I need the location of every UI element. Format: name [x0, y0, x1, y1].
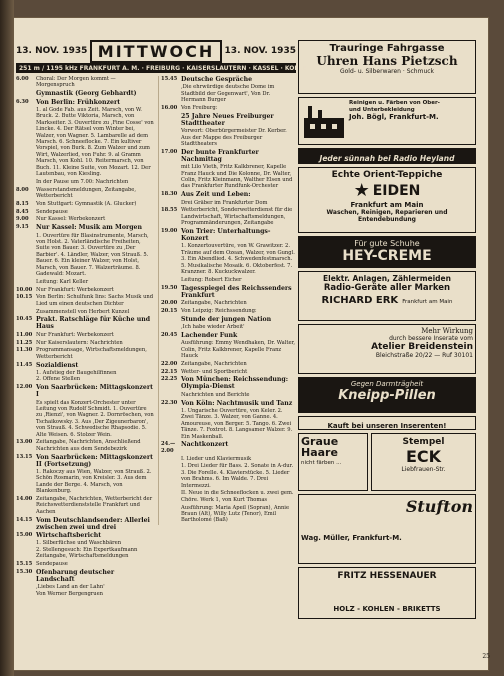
program-entry: [161, 505, 296, 524]
program-text: Ausführung: Maria Apeil (Sopran), Annie Braun (Alt), Willy Lutz (Tenor), Emil Bartholomé (Baß): [181, 504, 290, 524]
ad-jeweller: [298, 40, 476, 94]
program-entry: [16, 90, 154, 97]
ad-coal: [298, 567, 476, 619]
program-entry: [16, 279, 154, 285]
program-text: Sendepause: [36, 208, 68, 215]
program-time: 10.00: [16, 286, 33, 293]
ad-coal-line: HOLZ - KOHLEN - BRIKETTS: [333, 605, 441, 613]
program-entry: [16, 179, 154, 185]
program-entry: [16, 233, 154, 278]
program-time: 9.15: [16, 224, 29, 231]
program-time: [161, 408, 181, 440]
program-time: 13.15: [16, 453, 33, 460]
program-text: Von Berlin: Frühkonzert: [36, 98, 121, 106]
ad-carpets-name: EIDEN: [372, 182, 421, 199]
program-time: 20.15: [161, 307, 178, 314]
advertisement-column: [298, 40, 476, 622]
program-entry: [161, 113, 296, 127]
station-band: 251 m / 1195 kHz FRANKFURT A. M. · FREIBURG · KAISERSLAUTERN · KASSEL · KOBLENZ · TRIER: [16, 63, 296, 73]
program-time: [16, 90, 36, 97]
program-time: [161, 392, 181, 398]
program-entry: [161, 456, 296, 462]
program-time: 15.30: [16, 568, 33, 575]
ad-cleaner-line3: Joh. Bögl, Frankfurt-M.: [349, 113, 439, 121]
ad-stamp: [371, 433, 476, 491]
program-time: 14.15: [16, 516, 33, 523]
program-time: 6.00: [16, 76, 29, 82]
program-time: 10.15: [16, 294, 33, 301]
program-text: Programmansage, Wirtschaftsmeldungen, Wetterbericht: [36, 347, 147, 360]
program-text: 1. Ungarische Ouvertüre, von Keler. 2. Zwei Tänze. 3. Walzer, von Ganne. 4. Amoureuse, von Berger. 5. Tango. 6. Zwei Tänze. 7. Foxtrot. 8. Langsamer Walzer. 9. Ein Maskenball.: [181, 407, 293, 440]
page-number: 25: [482, 653, 490, 660]
date-left: 13. NOV. 1935: [16, 46, 88, 56]
program-text: Stunde der jungen Nation: [181, 315, 272, 323]
program-text: Von Saarbrücken: Mittagskonzert I: [36, 384, 153, 399]
program-entry: [161, 308, 296, 314]
program-entry: [16, 107, 154, 177]
program-column-right: [158, 76, 296, 525]
ad-grey-hair-line2: nicht färben ...: [301, 460, 342, 466]
program-text: Von Leipzig: Reichssendung:: [181, 307, 257, 314]
program-time: [161, 505, 181, 524]
program-time: 11.25: [16, 339, 33, 346]
program-time: [16, 107, 36, 177]
program-entry: [161, 300, 296, 306]
program-text: Es spielt das Konzert-Orchester unter Leitung von Rudolf Schmidt. 1. Ouvertüre zu ‚Rienzi', von Wagner. 2. Dornröschen, von Tschaikowsky. 3. Aus ‚Der Zigeunerbaron', von Strauß. 4. Schwedische Rhapsodie. 5. Alte Weisen. 6. Stolzer Wein.: [36, 399, 154, 438]
ad-stamp-name: ECK: [405, 447, 442, 466]
program-text: Zusammenstell von Herbert Kunzel: [36, 308, 130, 315]
program-time: [16, 469, 36, 495]
program-time: [161, 243, 181, 275]
ad-cleaner-line1: Reinigen u. Färben von Ober-: [349, 100, 440, 106]
program-entry: [16, 187, 154, 200]
program-text: ‚Liebes Land an der Lahn' Von Werner Bergengruen: [36, 584, 105, 597]
program-text: Zeitangabe, Nachrichten: [181, 300, 247, 306]
book-spine: [0, 0, 14, 676]
program-entry: [161, 316, 296, 323]
program-entry: [161, 332, 296, 339]
ad-shoe-cream: [298, 236, 476, 268]
program-text: Nur Kassel: Werbekonzert: [36, 216, 106, 223]
program-text: Zeitangabe, Nachrichten, Anschließend Nachrichten aus dem Sendebezirk: [36, 439, 141, 452]
ad-electric-city: Frankfurt am Main: [402, 299, 453, 305]
ad-electric-line1: Elektr. Anlagen, Zählermeiden: [323, 274, 451, 283]
ad-stufton-name: Wag. Müller, Frankfurt-M.: [301, 534, 402, 542]
program-text: 1. al Gode Fab. aus Zeit. Marsch, von W. Bruck. 2. Butte Viktoria, Marsch, von Markseiter. 3. Ouvertüre zu ‚Fine Cosse' von Lincke. 4. Der Rätsel vom Winter bei, Walzer, von Wagner. 5. Lambarelle ad dem Marsch. 6. Schneeflocke. 7. Ein kultiver Vorspiel, von Burk. 8. Zum Walzer und zum Wirt, Walzerlied, von Fuhr. 9. al Gramm Marsch, von Kohl. 10. Reitermarsch, von Buch. 11. Kleine Suite, von Mozart. 12. Der Lautenbau, von Kiesling.: [36, 106, 154, 178]
ad-jeweller-line1: Trauringe Fahrgasse: [329, 43, 445, 54]
program-time: 14.00: [16, 496, 33, 503]
ad-notice-text: Kauft bei unseren Inserenten!: [327, 422, 447, 430]
program-time: [16, 179, 36, 185]
program-text: 1. Aufstieg der Baugehilfinnen 2. Offene Stellen: [36, 370, 117, 383]
program-time: [16, 540, 36, 559]
program-time: [161, 200, 181, 206]
program-time: [16, 584, 36, 597]
ad-stamp-sub: Liebfrauen-Str.: [401, 466, 446, 473]
program-time: [161, 324, 181, 330]
program-header: [16, 40, 296, 62]
program-text: Von Stuttgart: Gymnastik (A. Glucker): [36, 200, 137, 207]
program-time: [161, 463, 181, 489]
program-entry: [16, 316, 154, 330]
ad-radio-heyland: [298, 148, 476, 164]
program-time: 18.55: [161, 207, 178, 214]
program-entry: [16, 469, 154, 495]
program-entry: [16, 384, 154, 398]
ad-atelier-line2: durch bessere Inserate vom: [389, 335, 473, 342]
ad-carpets-text: Waschen, Reinigen, Reparieren und Entendebundung: [326, 209, 448, 223]
ad-shoe-cream-line1: Für gute Schuhe: [354, 239, 420, 248]
ad-kneipp-line1: Gegen Darmträgheit: [350, 380, 424, 388]
program-entry: [161, 463, 296, 489]
program-time: 15.15: [16, 561, 33, 568]
program-time: 19.50: [161, 284, 178, 291]
program-text: 1. Ouvertüre für Blasinstrumente, Marsch, von Holst. 2. Vaterländische Freiheiten, Suite von Bauer. 3. Ouvertüre zu ‚Der Barbier'. 4. Ländler, Walzer, von Strauß. 5. Bauer. 6. Ein kleiner Walzer, von Holst, Marsch, von Bauer. 7. Walzerträume. 8. Gadewald: Mozart.: [36, 232, 149, 278]
factory-icon: [302, 100, 346, 140]
program-time: [16, 400, 36, 438]
program-text: 25 Jahre Neues Freiburger Stadttheater: [181, 112, 274, 127]
ad-radio-heyland-text: Jeder sünnah bei Radio Heyland: [319, 154, 455, 163]
program-column-left: [16, 76, 154, 598]
program-time: [161, 113, 181, 127]
program-text: 1. Drei Lieder für Bass. 2. Sonate in A-dur. 3. Die Forelle. 4. Klavierstücke. 5. Lieder von Brahms. 6. Im Walde. 7. Drei Intermezzi.: [181, 463, 294, 489]
program-time: 18.30: [161, 191, 178, 198]
program-text: II. Neue in die Schneeflocken u. zwei gem. Chöre. Werk 1, von Kurt Thomas: [181, 490, 294, 503]
program-text: ‚Die ehrwürdige deutsche Dome im Stadtbild der Gegenwart', Von Dr. Hermann Burger: [181, 84, 275, 104]
ad-grey-hair-line1: Graue Haare: [301, 435, 339, 459]
program-time: 17.00: [161, 148, 178, 155]
date-right: 13. NOV. 1935: [224, 46, 296, 56]
program-entry: [161, 191, 296, 198]
ad-electric-name: RICHARD ERK: [321, 295, 399, 306]
program-entry: [161, 392, 296, 398]
program-text: Nur Frankfurt: Werbekonzert: [36, 286, 114, 293]
program-time: [16, 233, 36, 278]
ad-stamp-title: Stempel: [402, 437, 445, 447]
program-entry: [16, 362, 154, 369]
program-entry: [161, 84, 296, 103]
program-text: Sozialdienst: [36, 361, 79, 369]
program-entry: [161, 490, 296, 503]
program-time: 8.45: [16, 208, 29, 215]
program-entry: [16, 370, 154, 383]
program-time: [161, 340, 181, 359]
ad-atelier: [298, 324, 476, 374]
program-text: Ofenbarung deutscher Landschaft: [36, 568, 115, 583]
program-time: [161, 277, 181, 283]
program-time: 11.00: [16, 331, 33, 338]
program-text: Nur Kaiserslautern: Nachrichten: [36, 339, 123, 346]
program-entry: [161, 369, 296, 375]
program-time: 8.00: [16, 186, 29, 193]
program-text: Von Saarbrücken: Mittagskonzert II (Fortsetzung): [36, 453, 153, 468]
program-text: Nur Frankfurt: Werbekonzert: [36, 331, 114, 338]
program-entry: [16, 209, 154, 215]
program-time: 15.45: [161, 76, 178, 82]
program-time: [16, 309, 36, 315]
program-entry: [16, 332, 154, 338]
program-text: Wetterbericht, Sonderwetterdienst für die Landwirtschaft, Wirtschaftsmeldungen, Programmänderungen, Zeitangabe: [181, 207, 293, 227]
program-time: 12.00: [16, 384, 33, 391]
ad-coal-title: FRITZ HESSENAUER: [337, 571, 437, 581]
program-text: Wasserstandsmeldungen, Zeitangabe, Wetterbericht: [36, 186, 136, 200]
program-entry: [161, 149, 296, 163]
program-entry: [161, 441, 296, 454]
ad-grey-hair: [298, 433, 368, 491]
program-time: [161, 456, 181, 462]
program-text: Von Trier: Unterhaltungs-Konzert: [181, 228, 271, 242]
program-text: 1. Konzertouvertüre, von W. Grawitzer. 2. Träume auf dem Ozean, Walzer, von Gungl. 3. Ein Abendlied. 4. Schwedenfestmarsch. 5. Musikalische Mosaik. 6. Oktoberfest. 7. Kranzner. 8. Kuckuckwalzer.: [181, 243, 295, 276]
program-text: Leitung: Karl Keller: [36, 278, 89, 285]
program-time: [16, 279, 36, 285]
program-text: Zeitangabe, Nachrichten: [181, 360, 247, 367]
program-text: Deutsche Gespräche: [181, 76, 253, 83]
program-time: [161, 128, 181, 147]
program-text: mit Lilo Vieth, Fritz Kalkbrener, Kapelle Franz Hauck und Die Kolonne, Dr. Walter, Colin, Fritz Kleinmann, Walther Elsen und das Frankfurter Rundfunk-Orchester: [181, 164, 293, 190]
program-entry: [161, 324, 296, 330]
program-time: 20.45: [161, 331, 178, 338]
program-text: Tagesspiegel des Reichssenders Frankfurt: [181, 284, 292, 299]
program-entry: [161, 361, 296, 367]
program-time: 13.00: [16, 439, 33, 446]
program-time: [161, 164, 181, 190]
program-time: 19.00: [161, 228, 178, 234]
program-text: Nachrichten und Berichte: [181, 391, 250, 398]
program-text: I. Lieder und Klaviermusik: [181, 455, 252, 462]
program-text: 1. Silberfüchse und Waschbären 2. Stellengesuch: Ein Expertkaufmann Zeitangabe, Wirtschaftsmeldungen: [36, 540, 138, 560]
program-time: 6.30: [16, 98, 29, 105]
ad-jeweller-line3: Gold- u. Silberwaren · Schmuck: [339, 68, 435, 75]
program-time: 22.25: [161, 376, 178, 383]
ad-cleaner-line2: und Unterbekleidung: [349, 107, 415, 113]
program-time: [161, 490, 181, 503]
program-entry: [16, 517, 154, 531]
program-text: Von München: Reichssendung: Olympia-Dienst: [181, 376, 289, 391]
program-entry: [161, 408, 296, 440]
program-time: [16, 370, 36, 383]
program-entry: [161, 285, 296, 299]
ad-cleaner: [298, 97, 476, 145]
program-time: 22.00: [161, 360, 178, 367]
program-entry: [161, 207, 296, 226]
program-text: Nachtkonzert: [181, 441, 229, 449]
program-entry: [16, 216, 154, 222]
program-entry: [16, 569, 154, 583]
weekday-title: MITTWOCH: [90, 40, 222, 63]
program-entry: [16, 439, 154, 452]
program-text: Wetter- und Sportbericht: [181, 368, 248, 375]
ad-electric-line2: Radio-Geräte aller Marken: [323, 283, 451, 293]
program-time: 11.30: [16, 347, 33, 354]
program-text: Leitung: Robert Eicher: [181, 276, 242, 283]
program-entry: [161, 200, 296, 206]
program-entry: [16, 584, 154, 597]
program-entry: [161, 277, 296, 283]
program-time: 11.45: [16, 361, 33, 368]
ad-kneipp: [298, 377, 476, 413]
program-entry: [161, 164, 296, 190]
program-text: Choral: Der Morgen kommt — Morgenspruch: [36, 76, 116, 89]
program-entry: [16, 540, 154, 559]
program-entry: [16, 76, 154, 89]
ad-carpets-city: Frankfurt am Main: [350, 201, 424, 209]
ad-carpets-title: Echte Orient-Teppiche: [331, 170, 443, 180]
program-entry: [161, 400, 296, 407]
program-time: 8.15: [16, 200, 29, 207]
star-icon: ★: [353, 180, 370, 201]
program-text: Vorwort: Oberbürgermeister Dr. Kerber. Aus der Mappe des Freiburger Stadttheaters: [181, 128, 287, 147]
program-entry: [16, 454, 154, 468]
program-entry: [161, 76, 296, 83]
program-time: [161, 316, 181, 323]
program-time: 22.15: [161, 368, 178, 375]
program-time: 15.00: [16, 532, 33, 539]
ad-notice: [298, 416, 476, 430]
program-entry: [16, 201, 154, 207]
program-entry: [16, 224, 154, 231]
program-text: Aus Zeit und Leben:: [181, 191, 251, 199]
program-text: ‚Ich habe wieder Arbeit': [181, 323, 245, 330]
program-entry: [16, 287, 154, 293]
program-text: 1. Rakoczy aus Wien, Walzer, von Strauß. 2. Schön Rosmarin, von Kreisler. 3. Aus dem Lande der Berge. 4. Marsch, von Blankenburg.: [36, 469, 152, 495]
ad-atelier-name: Atelier Breidenstein: [371, 342, 473, 352]
program-text: Drei Gräber im Frankfurter Dom: [181, 199, 268, 206]
program-time: 16.00: [161, 105, 178, 111]
program-entry: [161, 128, 296, 147]
program-entry: [16, 532, 154, 539]
program-entry: [16, 347, 154, 360]
program-entry: [161, 340, 296, 359]
program-text: Lachender Funk: [181, 331, 238, 339]
program-text: Der bunte Frankfurter Nachmittag: [181, 148, 259, 163]
program-text: Gymnastik (Georg Gebhardt): [36, 90, 137, 98]
program-entry: [16, 99, 154, 106]
program-text: Zeitangabe, Nachrichten, Wetterbericht der Reichswetterdienststelle Frankfurt und Aachen: [36, 496, 153, 515]
program-entry: [16, 294, 154, 307]
program-entry: [16, 561, 154, 567]
ad-carpets: [298, 167, 476, 233]
ad-kneipp-line2: Kneipp-Pillen: [338, 388, 436, 403]
program-entry: [16, 400, 154, 438]
program-text: In der Pause um 7.00: Nachrichten: [36, 178, 129, 185]
program-time: [161, 84, 181, 103]
program-time: 22.30: [161, 399, 178, 406]
program-text: Wirtschaftsbericht: [36, 532, 102, 540]
program-entry: [161, 105, 296, 111]
program-entry: [161, 243, 296, 275]
program-text: Prakt. Ratschläge für Küche und Haus: [36, 316, 151, 331]
program-time: 20.00: [161, 300, 178, 306]
program-time: 10.45: [16, 316, 33, 323]
ad-jeweller-line2: Uhren Hans Pietzsch: [316, 54, 458, 68]
program-text: Von Köln: Nachtmusik und Tanz: [181, 399, 293, 407]
program-time: 9.00: [16, 216, 29, 223]
ad-atelier-addr: Bleichstraße 20/22 — Ruf 30101: [375, 352, 473, 359]
program-entry: [16, 309, 154, 315]
ad-stufton: [298, 494, 476, 564]
ad-stufton-title: Stufton: [405, 497, 473, 516]
program-entry: [161, 228, 296, 242]
program-text: Vom Deutschlandsender: Allerlei zwischen zwei und drei: [36, 516, 150, 531]
program-text: Sendepause: [36, 561, 68, 568]
program-text: Ausführung: Emmy Wendhaken, Dr. Walter, Colin, Fritz Kalkbrener, Kapelle Franz Hauck: [181, 340, 296, 359]
program-text: Von Berlin: Schulfunk Iins: Sachs Musik und Lied um einen deutschen Dichter: [36, 294, 154, 307]
ad-atelier-line1: Mehr Wirkung: [421, 327, 473, 335]
program-entry: [16, 496, 154, 515]
ad-shoe-cream-line2: HEY-CREME: [342, 248, 432, 264]
program-entry: [161, 376, 296, 390]
program-text: Nur Kassel: Musik am Morgen: [36, 224, 142, 232]
program-time: 24.—2.00: [161, 441, 176, 454]
ad-electric: [298, 271, 476, 321]
program-text: Von Freiburg:: [181, 105, 218, 111]
program-entry: [16, 340, 154, 346]
